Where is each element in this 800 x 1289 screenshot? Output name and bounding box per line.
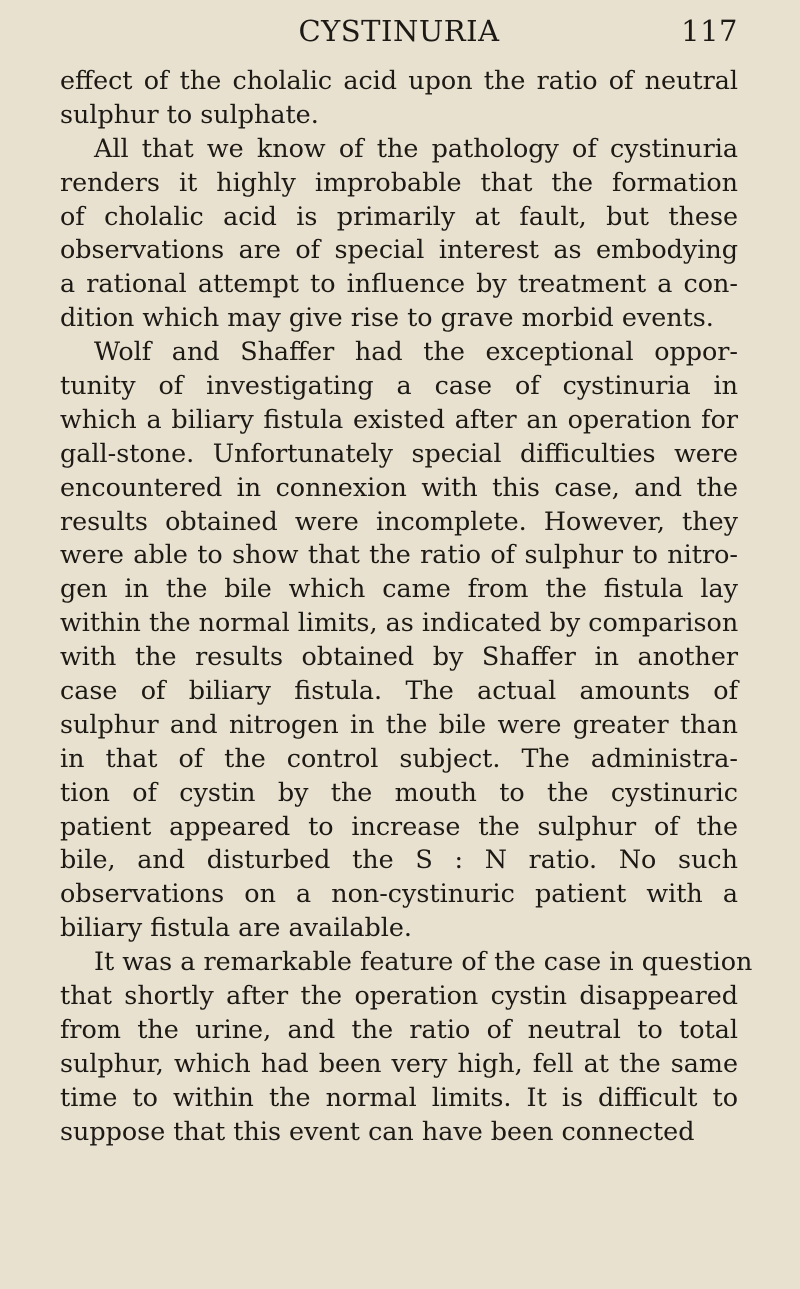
text-line: effect of the cholalic acid upon the ratio of neutral [60,65,738,95]
paragraph-start-line: All that we know of the pathology of cystinuria [94,132,738,163]
paragraph-start-line: Wolf and Shaffer had the exceptional oppor- [94,336,738,367]
text-line: of cholalic acid is primarily at fault, but these [60,200,738,231]
text-line: tion of cystin by the mouth to the cystinuric [60,776,738,807]
text-line: within the normal limits, as indicated by comparison [60,607,739,638]
text-line: tunity of investigating a case of cystinuria in [60,370,738,401]
text-line: gen in the bile which came from the fistula lay [60,573,738,604]
text-line: biliary fistula are available. [60,912,412,943]
text-line: sulphur to sulphate. [60,98,319,129]
text-line: with the results obtained by Shaffer in another [60,641,738,672]
text-line: suppose that this event can have been connected [60,1115,695,1146]
text-line: that shortly after the operation cystin disappeared [60,980,738,1011]
body-text [60,64,753,1149]
running-title: CYSTINURIA [298,14,500,48]
text-line: case of biliary fistula. The actual amounts of [60,675,738,706]
text-line: bile, and disturbed the S : N ratio. No such [60,844,738,875]
paragraph-start-line: It was a remarkable feature of the case in question [94,946,753,977]
text-line: time to within the normal limits. It is difficult to [60,1081,738,1112]
text-line: sulphur and nitrogen in the bile were greater than [60,708,738,739]
text-line: results obtained were incomplete. However, they [60,505,738,536]
text-line: sulphur, which had been very high, fell at the same [60,1047,738,1078]
text-line: observations on a non-cystinuric patient with a [60,878,738,909]
text-line: in that of the control subject. The administra- [60,742,738,773]
text-line: from the urine, and the ratio of neutral to total [60,1013,738,1044]
text-line: which a biliary fistula existed after an operation for [60,403,738,434]
page-number: 117 [681,14,738,48]
text-line: gall-stone. Unfortunately special difficulties were [60,437,738,468]
text-line: patient appeared to increase the sulphur of the [60,810,738,841]
text-line: a rational attempt to influence by treatment a con- [60,268,738,299]
text-line: renders it highly improbable that the formation [60,166,738,197]
text-line: dition which may give rise to grave morbid events. [60,302,714,333]
text-line: observations are of special interest as embodying [60,234,738,265]
text-line: were able to show that the ratio of sulphur to nitro- [60,539,738,570]
running-head [60,14,738,54]
text-line: encountered in connexion with this case, and the [60,471,738,502]
